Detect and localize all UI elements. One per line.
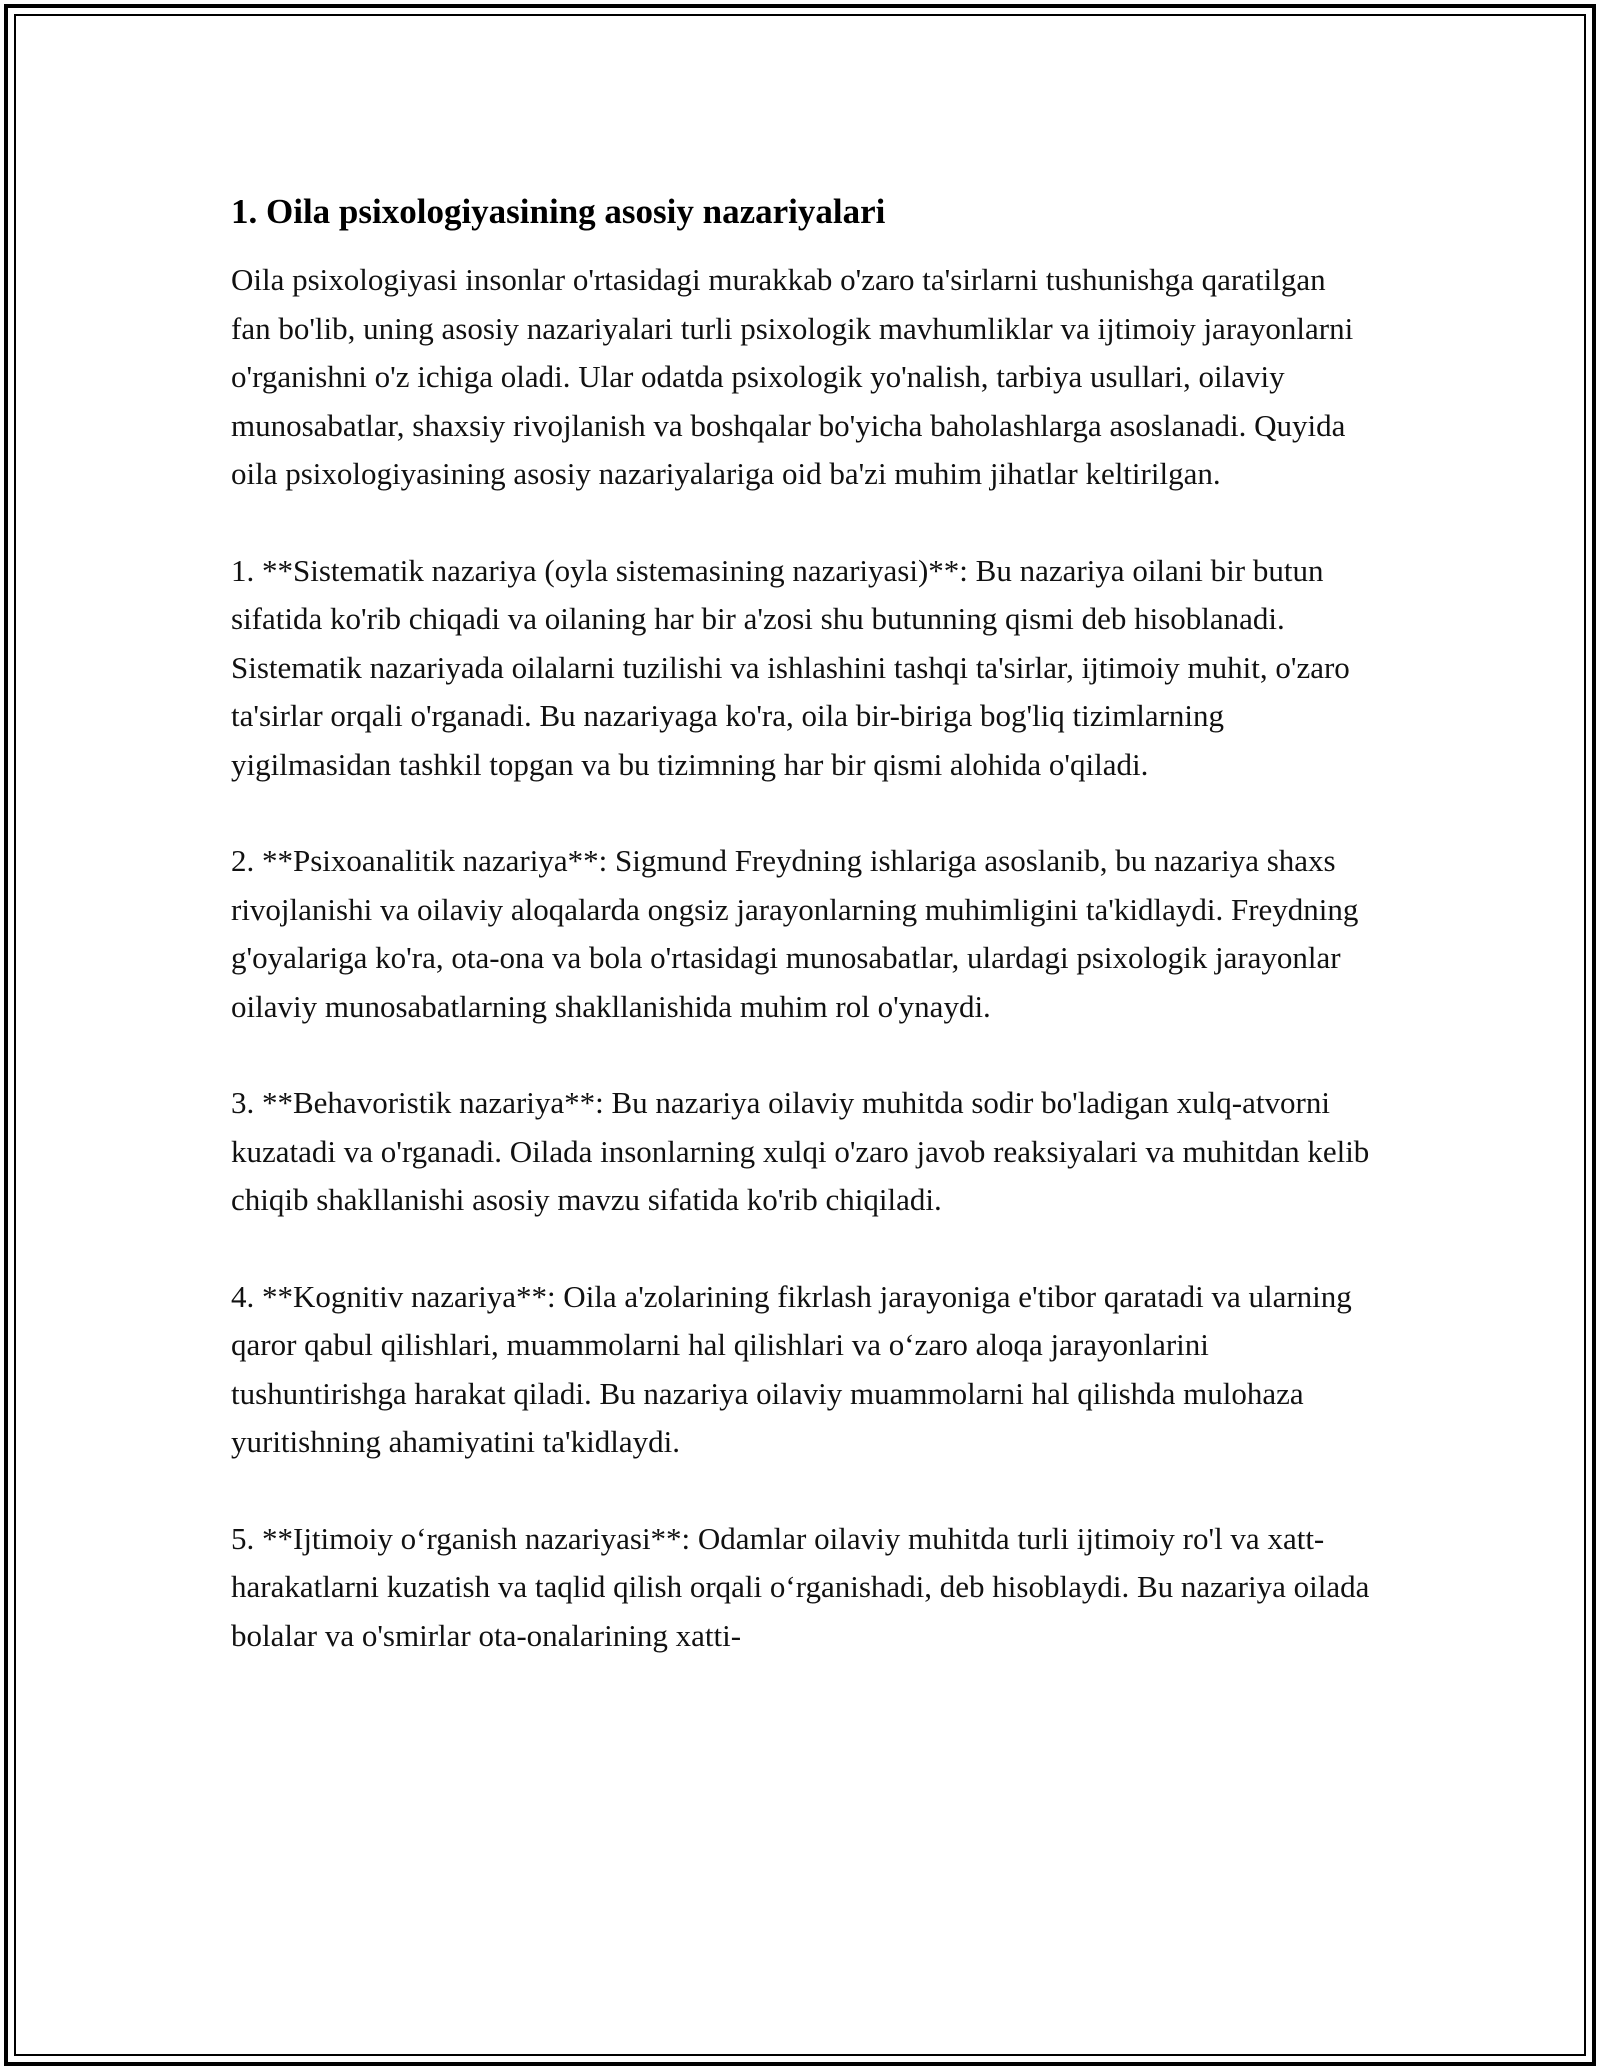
intro-paragraph: Oila psixologiyasi insonlar o'rtasidagi murakkab o'zaro ta'sirlarni tushunishga qaratilgan fan bo'lib, uning asosiy nazariyalari turli psixologik mavhumliklar va ijtimoiy jarayonlarni o'rganishni o'z ichiga oladi. Ular odatda psixologik yo'nalish, tarbiya usullari, oilaviy munosabatlar, shaxsiy rivojlanish va boshqalar bo'yicha baholashlarga asoslanadi. Quyida oila psixologiyasining asosiy nazariyalariga oid ba'zi muhim jihatlar keltirilgan. (231, 262, 1354, 491)
document-title: 1. Oila psixologiyasining asosiy nazariyalari (231, 192, 886, 231)
paragraph-systemic-theory: 1. **Sistematik nazariya (oyla sistemasining nazariyasi)**: Bu nazariya oilani bir butun sifatida ko'rib chiqadi va oilaning har bir a'zosi shu butunning qismi deb hisoblanadi. Sistematik nazariyada oilalarni tuzilishi va ishlashini tashqi ta'sirlar, ijtimoiy muhit, o'zaro ta'sirlar orqali o'rganadi. Bu nazariyaga ko'ra, oila bir-biriga bog'liq tizimlarning yigilmasidan tashkil topgan va bu tizimning har bir qismi alohida o'qiladi. (231, 552, 1350, 782)
paragraph-social-learning-theory: 5. **Ijtimoiy o‘rganish nazariyasi**: Odamlar oilaviy muhitda turli ijtimoiy ro'l va xatt-harakatlarni kuzatish va taqlid qilish orqali o‘rganishadi, deb hisoblaydi. Bu nazariya oilada bolalar va o'smirlar ota-onalarining xatti- (231, 1520, 1370, 1653)
paragraph-psychoanalytic-theory: 2. **Psixoanalitik nazariya**: Sigmund Freydning ishlariga asoslanib, bu nazariya shaxs rivojlanishi va oilaviy aloqalarda ongsiz jarayonlarning muhimligini ta'kidlaydi. Freydning g'oyalariga ko'ra, ota-ona va bola o'rtasidagi munosabatlar, ulardagi psixologik jarayonlar oilaviy munosabatlarning shakllanishida muhim rol o'ynaydi. (231, 843, 1359, 1024)
paragraph-behaviorist-theory: 3. **Behavoristik nazariya**: Bu nazariya oilaviy muhitda sodir bo'ladigan xulq-atvorni kuzatadi va o'rganadi. Oilada insonlarning xulqi o'zaro javob reaksiyalari va muhitdan kelib chiqib shakllanishi asosiy mavzu sifatida ko'rib chiqiladi. (231, 1085, 1370, 1217)
page-frame (4, 4, 1596, 2066)
paragraph-cognitive-theory: 4. **Kognitiv nazariya**: Oila a'zolarining fikrlash jarayoniga e'tibor qaratadi va ularning qaror qabul qilishlari, muammolarni hal qilishlari va o‘zaro aloqa jarayonlarini tushuntirishga harakat qiladi. Bu nazariya oilaviy muammolarni hal qilishda mulohaza yuritishning ahamiyatini ta'kidlaydi. (231, 1278, 1352, 1459)
document-body (231, 188, 1371, 1708)
